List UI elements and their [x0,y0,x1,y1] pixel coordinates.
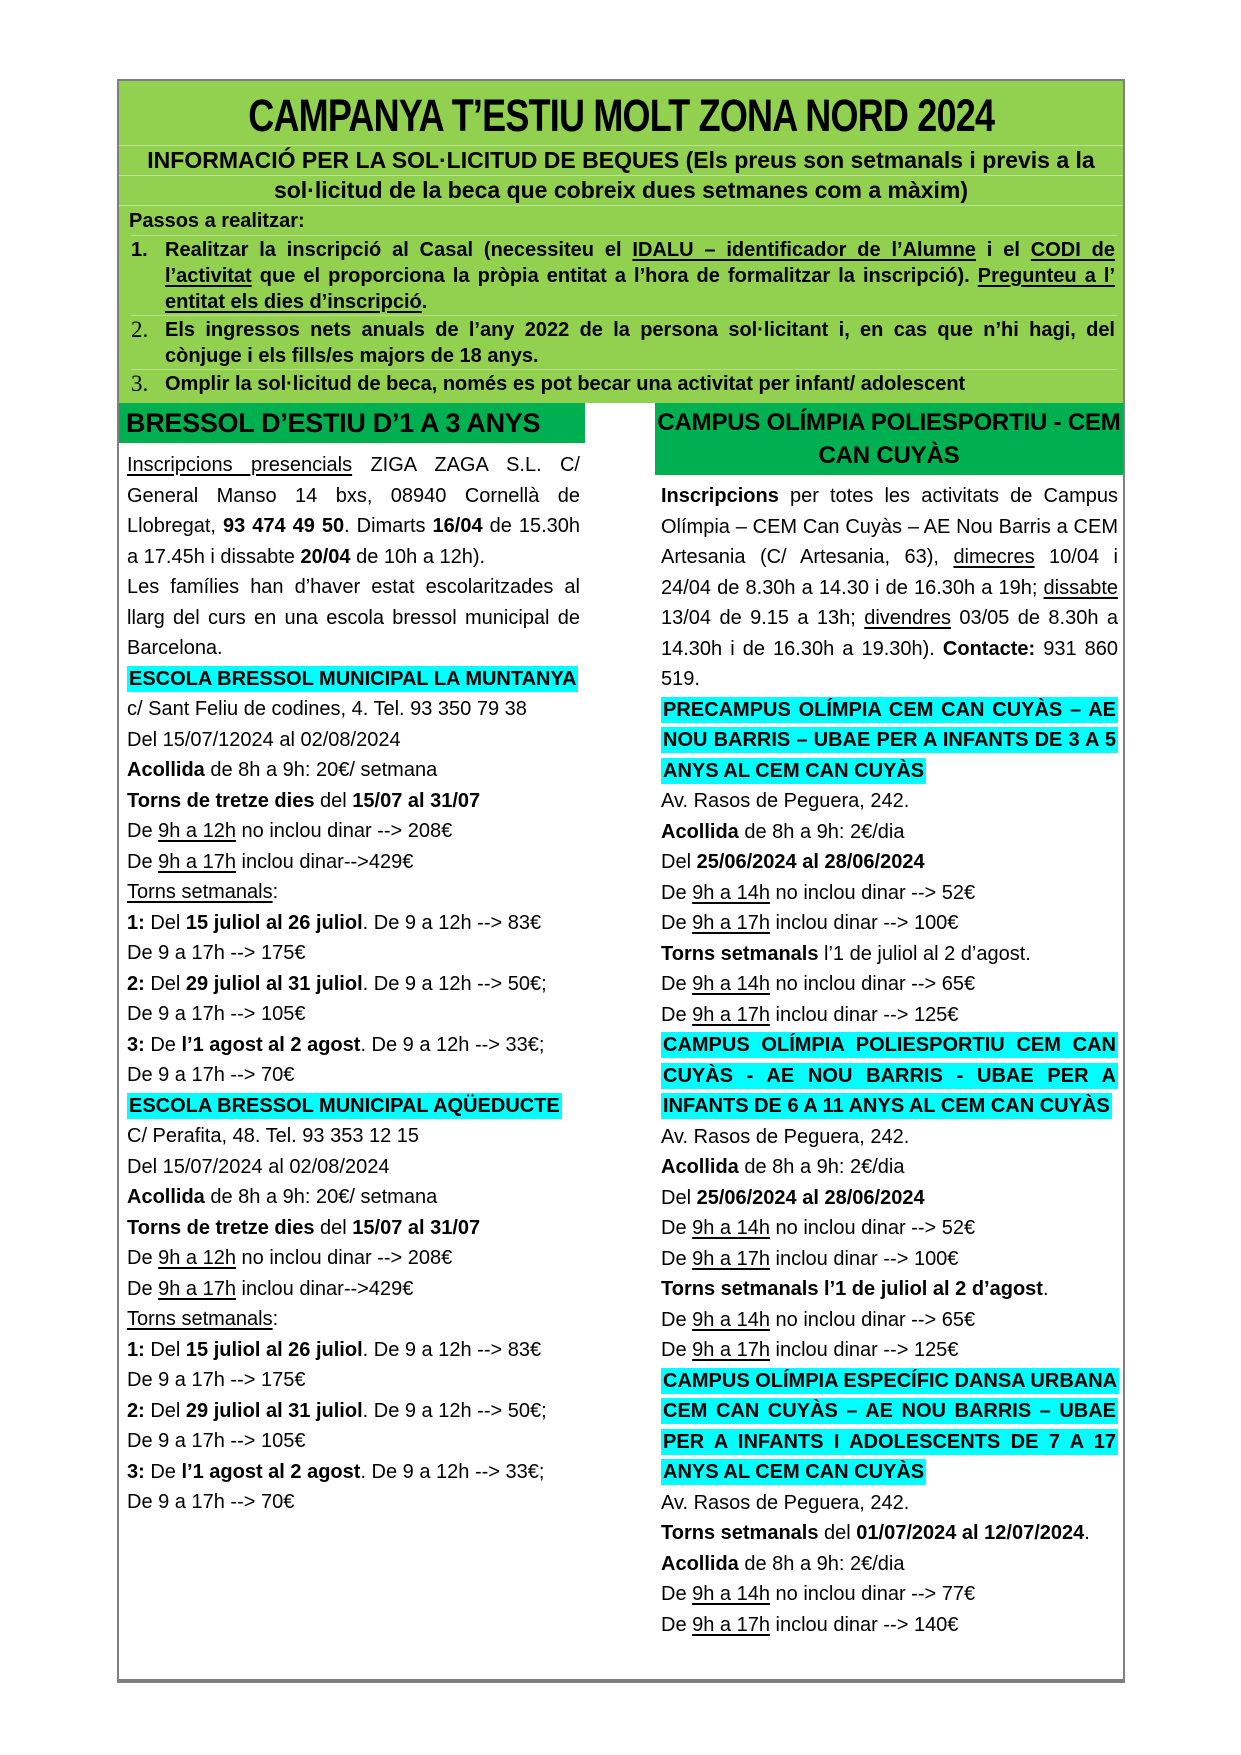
left-paragraph-20: Acollida de 8h a 9h: 20€/ setmana [127,1186,438,1208]
right-paragraph-17: Torns setmanals l’1 de juliol al 2 d’agost. [661,1278,1049,1300]
right-paragraph-5: Del 25/06/2024 al 28/06/2024 [661,851,925,873]
right-section-highlight-header [661,1366,1118,1488]
left-section-highlight-header [127,1091,580,1122]
left-paragraph-24: Torns setmanals: [127,1308,279,1330]
right-column-header-line-1: CAMPUS OLÍMPIA POLIESPORTIU - CEM [657,409,1121,436]
right-paragraph-22: Torns setmanals del 01/07/2024 al 12/07/2024. [661,1522,1090,1544]
left-paragraph-19: Del 15/07/2024 al 02/08/2024 [127,1155,390,1178]
page-title: CAMPANYA T’ESTIU MOLT ZONA NORD 2024 [248,90,994,141]
step-item-1 [131,235,1117,315]
step-item-2 [131,315,1117,369]
left-paragraph-4: c/ Sant Feliu de codines, 4. Tel. 93 350 79 38 [127,698,527,720]
right-paragraph-19: De 9h a 17h inclou dinar --> 125€ [661,1339,959,1361]
step-text: Els ingressos nets anuals de l’any 2022 de la persona sol·licitant i, en cas que n’hi hagi, del cònjuge i els fills/es majors de 18 anys. [165,319,1115,367]
right-paragraph-15: De 9h a 14h no inclou dinar --> 52€ [661,1217,976,1239]
cyan-highlight: ESCOLA BRESSOL MUNICIPAL AQÜEDUCTE [129,1094,560,1117]
right-paragraph-21: Av. Rasos de Peguera, 242. [661,1491,910,1514]
cyan-highlight: CAMPUS OLÍMPIA ESPECÍFIC DANSA URBANA CEM CAN CUYÀS – AE NOU BARRIS – UBAE PER A INFANTS I ADOLESCENTS DE 7 A 17 ANYS AL CEM CAN CUYÀS [663,1369,1118,1483]
right-paragraph-3: Av. Rasos de Peguera, 242. [661,790,910,812]
step-number: 1. [131,239,148,261]
steps-intro-label: Passos a realitzar: [119,205,1123,235]
left-paragraph-2: Les famílies han d’haver estat escolaritzades al llarg del curs en una escola bressol municipal de Barcelona. [127,576,580,659]
right-section-highlight-header [661,1030,1118,1122]
right-column-header [655,403,1123,475]
step-number: 3. [131,371,149,396]
right-column [655,403,1123,1650]
steps-list [119,235,1123,403]
left-paragraph-22: De 9h a 12h no inclou dinar --> 208€ [127,1247,453,1269]
right-paragraph-7: De 9h a 17h inclou dinar --> 100€ [661,912,959,934]
header-section [119,81,1123,403]
subtitle-line-1: INFORMACIÓ PER LA SOL·LICITUD DE BEQUES (Els preus son setmanals i previs a la [119,145,1123,175]
right-paragraph-6: De 9h a 14h no inclou dinar --> 52€ [661,881,976,904]
left-paragraph-18: C/ Perafita, 48. Tel. 93 353 12 15 [127,1125,420,1147]
left-column-header: BRESSOL D’ESTIU D’1 A 3 ANYS [119,403,585,443]
left-paragraph-26: De 9 a 17h --> 175€ [127,1369,306,1391]
left-paragraph-8: De 9h a 12h no inclou dinar --> 208€ [127,820,453,842]
cyan-highlight: ESCOLA BRESSOL MUNICIPAL LA MUNTANYA [129,667,577,690]
left-paragraph-10: Torns setmanals: [127,881,279,903]
left-paragraph-9: De 9h a 17h inclou dinar-->429€ [127,850,414,873]
right-paragraph-23: Acollida de 8h a 9h: 2€/dia [661,1552,905,1575]
step-text: Omplir la sol·licitud de beca, només es pot becar una activitat per infant/ adolescent [165,373,966,395]
cyan-highlight: CAMPUS OLÍMPIA POLIESPORTIU CEM CAN CUYÀS - AE NOU BARRIS - UBAE PER A INFANTS DE 6 A 11 ANYS AL CEM CAN CUYÀS [663,1034,1116,1117]
step-text: Realitzar la inscripció al Casal (necessiteu el IDALU – identificador de l’Alumne i el CODI de l’activitat que el proporciona la pròpia entitat a l’hora de formalitzar la inscripció). Pregunteu a l’ entitat els dies d’inscripció. [165,239,1116,313]
left-paragraph-6: Acollida de 8h a 9h: 20€/ setmana [127,759,438,781]
left-paragraph-29: 3: De l’1 agost al 2 agost. De 9 a 12h --> 33€; [127,1460,545,1483]
cyan-highlight: PRECAMPUS OLÍMPIA CEM CAN CUYÀS – AE NOU BARRIS – UBAE PER A INFANTS DE 3 A 5 ANYS AL CEM CAN CUYÀS [663,698,1116,782]
step-item-3 [131,369,1117,397]
columns-area [119,403,1123,1650]
left-paragraph-23: De 9h a 17h inclou dinar-->429€ [127,1277,414,1300]
left-paragraph-27: 2: Del 29 juliol al 31 juliol. De 9 a 12h --> 50€; [127,1399,547,1422]
right-paragraph-12: Av. Rasos de Peguera, 242. [661,1125,910,1148]
left-column-body [119,443,585,1528]
left-paragraph-16: De 9 a 17h --> 70€ [127,1064,295,1086]
left-paragraph-15: 3: De l’1 agost al 2 agost. De 9 a 12h --> 33€; [127,1033,545,1056]
document-frame [117,79,1125,1683]
left-section-highlight-header [127,664,580,695]
right-section-highlight-header [661,695,1118,787]
right-paragraph-8: Torns setmanals l’1 de juliol al 2 d’agost. [661,942,1031,965]
right-paragraph-9: De 9h a 14h no inclou dinar --> 65€ [661,973,976,995]
right-paragraph-25: De 9h a 17h inclou dinar --> 140€ [661,1613,959,1636]
left-paragraph-1: Inscripcions presencials ZIGA ZAGA S.L. C/ General Manso 14 bxs, 08940 Cornellà de Llobregat, 93 474 49 50. Dimarts 16/04 de 15.30h a 17.45h i dissabte 20/04 de 10h a 12h). [127,454,581,568]
right-paragraph-1: Inscripcions per totes les activitats de Campus Olímpia – CEM Can Cuyàs – AE Nou Barris a CEM Artesania (C/ Artesania, 63), dimecres 10/04 i 24/04 de 8.30h a 14.30 i de 16.30h a 19h; dissabte 13/04 de 9.15 a 13h; divendres 03/05 de 8.30h a 14.30h i de 16.30h a 19.30h). Contacte: 931 860 519. [661,485,1119,690]
right-paragraph-13: Acollida de 8h a 9h: 2€/dia [661,1156,905,1178]
right-paragraph-24: De 9h a 14h no inclou dinar --> 77€ [661,1583,976,1605]
right-paragraph-14: Del 25/06/2024 al 28/06/2024 [661,1186,925,1209]
title-row [119,81,1123,145]
left-paragraph-7: Torns de tretze dies del 15/07 al 31/07 [127,789,481,812]
left-paragraph-21: Torns de tretze dies del 15/07 al 31/07 [127,1216,481,1239]
right-column-header-line-2: CAN CUYÀS [818,442,960,469]
left-paragraph-12: De 9 a 17h --> 175€ [127,942,306,964]
left-paragraph-30: De 9 a 17h --> 70€ [127,1491,295,1513]
left-paragraph-5: Del 15/07/12024 al 02/08/2024 [127,728,401,751]
right-paragraph-18: De 9h a 14h no inclou dinar --> 65€ [661,1308,976,1331]
right-paragraph-4: Acollida de 8h a 9h: 2€/dia [661,820,905,843]
subtitle-line-2: sol·licitud de la beca que cobreix dues setmanes com a màxim) [119,175,1123,205]
left-paragraph-11: 1: Del 15 juliol al 26 juliol. De 9 a 12h --> 83€ [127,911,542,934]
right-paragraph-10: De 9h a 17h inclou dinar --> 125€ [661,1003,959,1026]
right-paragraph-16: De 9h a 17h inclou dinar --> 100€ [661,1247,959,1270]
left-paragraph-13: 2: Del 29 juliol al 31 juliol. De 9 a 12h --> 50€; [127,972,547,995]
left-paragraph-25: 1: Del 15 juliol al 26 juliol. De 9 a 12h --> 83€ [127,1338,542,1361]
step-number: 2. [131,317,149,342]
left-paragraph-14: De 9 a 17h --> 105€ [127,1003,306,1025]
left-column [119,403,585,1528]
left-paragraph-28: De 9 a 17h --> 105€ [127,1430,306,1452]
right-column-body [655,475,1123,1650]
